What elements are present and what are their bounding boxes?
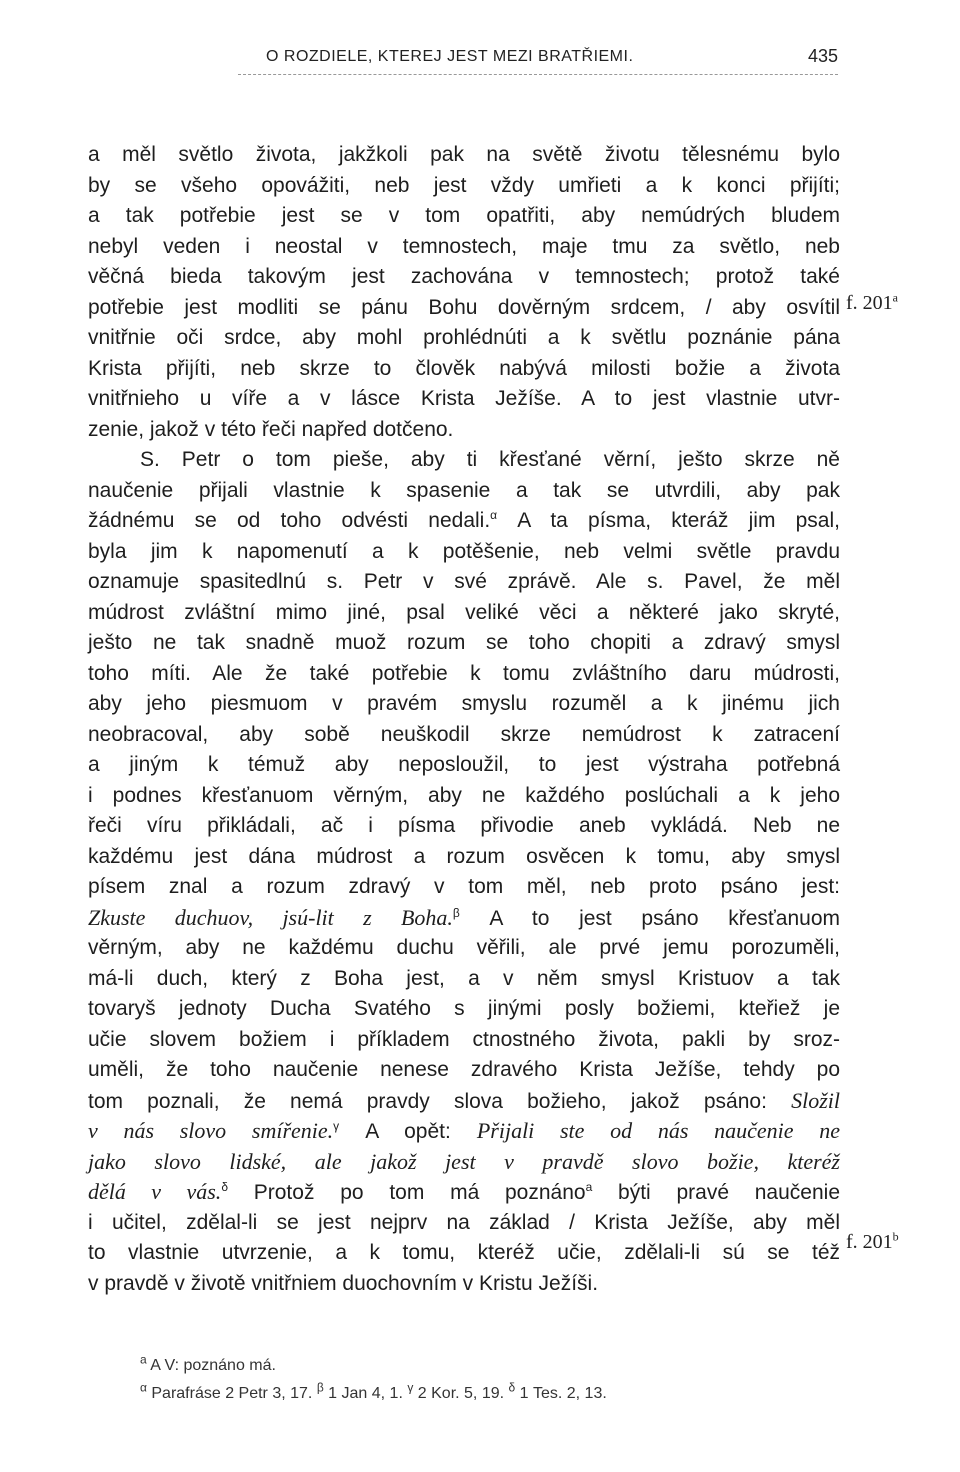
text-line: písem znal a rozum zdravý v tom měl, neb proto psáno jest: — [88, 875, 840, 898]
text-line: ješto ne tak snadně muož rozum se toho chopiti a zdravý smysl — [88, 631, 840, 654]
text-line: věrným, aby ne každému duchu věřili, ale prvé jemu porozuměli, — [88, 936, 840, 959]
text-line: potřebie jest modliti se pánu Bohu dověrným srdcem, / aby osvítil — [88, 295, 840, 319]
text-line: uměli, že toho naučenie nenese zdravého Krista Ježíše, tehdy po — [88, 1058, 840, 1081]
text-line: nebyl veden i neostal v temnostech, maje tmu za světlo, neb — [88, 234, 840, 258]
header-rule — [238, 74, 838, 75]
page-header — [88, 44, 838, 84]
footnote: $^a$ A V: poznáno má. — [140, 1352, 276, 1374]
text-line: Krista přijíti, neb skrze to člověk nabývá milosti božie a života — [88, 356, 840, 380]
text-line: vnitřnie oči srdce, aby mohl prohlédnúti a k světlu poznánie pána — [88, 326, 840, 349]
folio-marker: f. 201$^b$ — [846, 1229, 899, 1253]
text-line: učie slovem božiem i příkladem ctnostného života, pakli by sroz- — [88, 1027, 840, 1051]
text-line: jako slovo lidské, ale jakož jest v pravdě slovo božie, kteréž — [88, 1148, 840, 1174]
text-line: S. Petr o tom pieše, aby ti křesťané věrní, ješto skrze ně — [140, 448, 840, 471]
text-line: tovaryš jednoty Ducha Svatého s jinými posly božiemi, kteřiež je — [88, 997, 840, 1020]
text-line: v nás slovo smířenie.$^\gamma$ A opět: Přijali ste od nás naučenie ne — [88, 1118, 841, 1143]
text-line: i učitel, zdělal-li se jest nejprv na základ / Krista Ježíše, aby měl — [88, 1210, 840, 1234]
text-line: by se všeho opovážiti, neb jest vždy umřieti a k konci přijíti; — [88, 173, 840, 197]
folio-marker: f. 201$^a$ — [846, 290, 898, 314]
text-line: Zkuste duchuov, jsú-lit z Boha.$^\beta$ A to jest psáno křesťanuom — [88, 904, 841, 930]
text-line: dělá v vás.$^\delta$ Protož po tom má poznáno$^a$ býti pravé naučenie — [88, 1179, 840, 1204]
text-line: toho míti. Ale že také potřebie k tomu zvláštního daru múdrosti, — [88, 661, 840, 685]
text-line: má-li duch, který z Boha jest, a v něm smysl Kristuov a tak — [88, 966, 840, 990]
text-line: a měl světlo života, jakžkoli pak na světě životu tělesnému bylo — [88, 143, 840, 166]
text-line: múdrost zvláštní mimo jiné, psal veliké věci a některé jako skryté, — [88, 600, 840, 624]
text-line: zenie, jakož v této řeči napřed dotčeno. — [88, 417, 454, 441]
text-line: žádnému se od toho odvésti nedali.$^\alpha$ A ta písma, kteráž jim psal, — [88, 508, 840, 532]
text-line: řeči víru přikládali, ač i písma přivodie aneb vykládá. Neb ne — [88, 814, 840, 837]
page-number: 435 — [807, 46, 838, 66]
text-line: neobracoval, aby sobě neuškodil skrze nemúdrost k zatracení — [88, 722, 840, 746]
text-line: naučenie přijali vlastnie k spasenie a tak se utvrdili, aby pak — [88, 478, 840, 502]
text-line: oznamuje spasitedlnú s. Petr v své zprávě. Ale s. Pavel, že měl — [88, 570, 840, 593]
text-line: vnitřnieho u víře a v lásce Krista Ježíše. A to jest vlastnie utvr- — [88, 387, 840, 410]
text-line: a jiným k témuž aby neposloužil, to jest výstraha potřebná — [88, 753, 840, 776]
text-line: tom poznali, že nemá pravdy slova božieho, jakož psáno: Složil — [88, 1087, 840, 1113]
text-line: byla jim k napomenutí a k potěšenie, neb velmi světle pravdu — [88, 539, 840, 563]
footnote: $^\alpha$ Parafráse 2 Petr 3, 17. $^\beta$ 1 Jan 4, 1. $^\gamma$ 2 Kor. 5, 19. $^\delta$ 1 Tes. 2, 13. — [140, 1380, 607, 1402]
main-text — [88, 140, 840, 1299]
footnotes — [140, 1352, 840, 1408]
text-line: to vlastnie utvrzenie, a k tomu, kteréž učie, zdělali-li sú se též — [88, 1241, 840, 1264]
text-line: v pravdě v životě vnitřniem duochovním v Kristu Ježíši. — [88, 1271, 599, 1295]
text-line: každému jest dána múdrost a rozum osvěcen k tomu, aby smysl — [88, 844, 840, 868]
text-line: aby jeho piesmuom v pravém smyslu rozuměl a k jinému jich — [88, 692, 840, 715]
running-title: O ROZDIELE, KTEREJ JEST MEZI BRATŘIEMI. — [266, 48, 634, 65]
text-line: i podnes křesťanuom věrným, aby ne každého poslúchali a k jeho — [88, 783, 840, 807]
text-line: a tak potřebie jest se v tom opatřiti, aby nemúdrých bludem — [88, 204, 840, 227]
text-line: věčná bieda takovým jest zachována v temnostech; protož také — [88, 265, 840, 288]
